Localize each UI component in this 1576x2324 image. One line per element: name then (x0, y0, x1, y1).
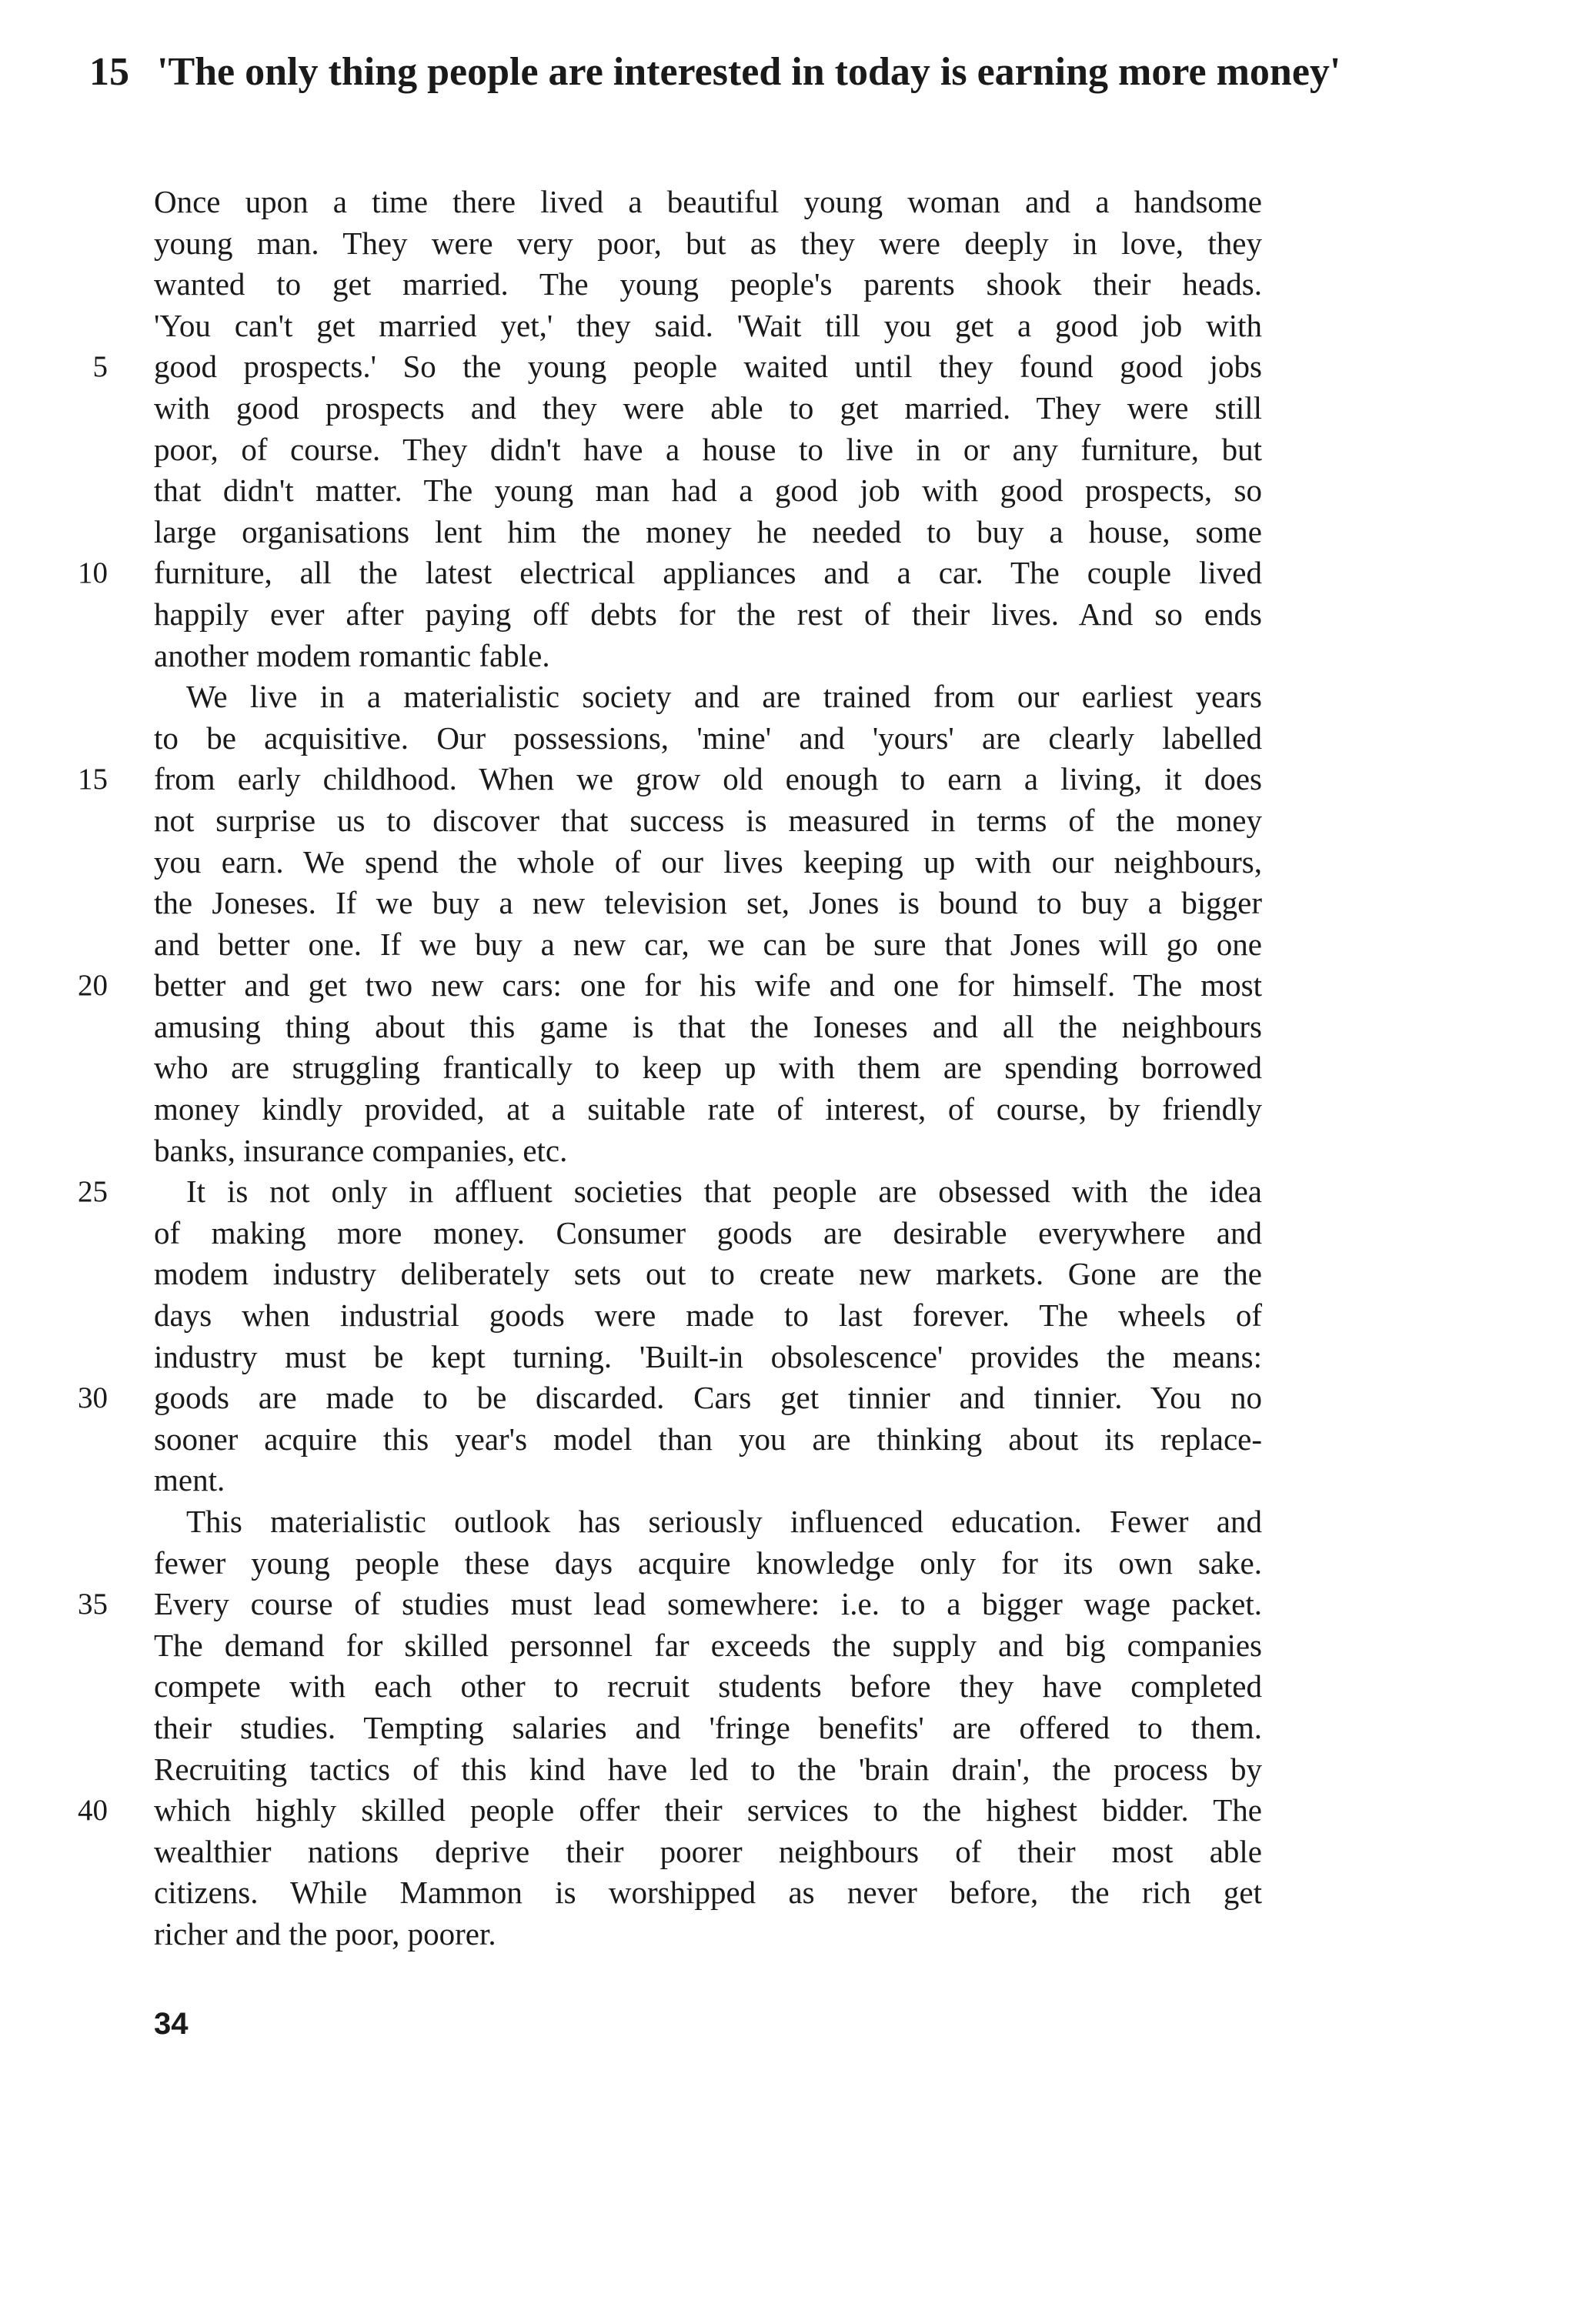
page-number: 34 (154, 2007, 189, 2041)
line-text: and better one. If we buy a new car, we can be sure that Jones will go one (154, 926, 1262, 962)
line-text: large organisations lent him the money he needed to buy a house, some (154, 513, 1262, 549)
line-text: which highly skilled people offer their services to the highest bidder. The (154, 1792, 1262, 1828)
text-line (0, 1171, 1576, 1213)
line-text: This materialistic outlook has seriously influenced education. Fewer and (186, 1504, 1262, 1539)
line-text: modem industry deliberately sets out to create new markets. Gone are the (154, 1256, 1262, 1292)
text-line (0, 1419, 1576, 1461)
line-text: that didn't matter. The young man had a good job with good prospects, so (154, 472, 1262, 509)
text-line (0, 1625, 1576, 1667)
text-line (0, 636, 1576, 677)
line-text: money kindly provided, at a suitable rate of interest, of course, by friendly (154, 1091, 1262, 1127)
line-text: wanted to get married. The young people's parents shook their heads. (154, 266, 1262, 302)
text-line (0, 1708, 1576, 1749)
line-text: not surprise us to discover that success is measured in terms of the money (154, 802, 1262, 838)
line-text: goods are made to be discarded. Cars get tinnier and tinnier. You no (154, 1380, 1262, 1416)
text-line (0, 1007, 1576, 1048)
line-text: compete with each other to recruit students before they have completed (154, 1668, 1262, 1705)
line-text: The demand for skilled personnel far exceeds the supply and big companies (154, 1627, 1262, 1663)
text-line (0, 800, 1576, 842)
text-line (0, 1089, 1576, 1130)
text-line (0, 1295, 1576, 1337)
line-text: 'You can't get married yet,' they said. 'Wait till you get a good job with (154, 307, 1262, 343)
line-text: Once upon a time there lived a beautiful young woman and a handsome (154, 184, 1262, 219)
line-text: ment. (154, 1462, 225, 1498)
line-text: another modem romantic fable. (154, 637, 550, 673)
line-number: 20 (78, 969, 108, 1003)
text-line (0, 1584, 1576, 1625)
line-number: 35 (78, 1588, 108, 1621)
line-text: banks, insurance companies, etc. (154, 1132, 568, 1168)
text-line (0, 883, 1576, 924)
line-text: amusing thing about this game is that the Ioneses and all the neighbours (154, 1008, 1262, 1044)
line-number: 25 (78, 1175, 108, 1209)
text-line (0, 1213, 1576, 1254)
line-text: richer and the poor, poorer. (154, 1915, 496, 1952)
line-text: citizens. While Mammon is worshipped as never before, the rich get (154, 1875, 1262, 1911)
line-number: 30 (78, 1381, 108, 1415)
text-line (0, 1831, 1576, 1873)
text-line (0, 842, 1576, 883)
text-line (0, 1337, 1576, 1378)
line-text: from early childhood. When we grow old enough to earn a living, it does (154, 761, 1262, 797)
text-line (0, 512, 1576, 553)
text-line (0, 759, 1576, 800)
text-line (0, 429, 1576, 471)
text-line (0, 182, 1576, 223)
text-line (0, 470, 1576, 512)
line-text: with good prospects and they were able to get married. They were still (154, 389, 1262, 426)
line-text: wealthier nations deprive their poorer neighbours of their most able (154, 1833, 1262, 1869)
line-number: 5 (92, 350, 108, 384)
line-number: 10 (78, 556, 108, 590)
text-line (0, 1460, 1576, 1501)
text-line (0, 1377, 1576, 1419)
line-text: Every course of studies must lead somewhere: i.e. to a bigger wage packet. (154, 1586, 1262, 1622)
text-line (0, 1666, 1576, 1708)
line-text: their studies. Tempting salaries and 'fringe benefits' are offered to them. (154, 1709, 1262, 1745)
line-text: to be acquisitive. Our possessions, 'mine' and 'yours' are clearly labelled (154, 720, 1262, 756)
line-text: you earn. We spend the whole of our lives keeping up with our neighbours, (154, 843, 1262, 880)
line-text: poor, of course. They didn't have a house to live in or any furniture, but (154, 431, 1262, 467)
passage-number: 15 (89, 50, 129, 94)
text-line (0, 1543, 1576, 1584)
passage-body (0, 182, 1576, 1955)
text-line (0, 388, 1576, 429)
text-line (0, 223, 1576, 265)
text-line (0, 346, 1576, 388)
line-text: of making more money. Consumer goods are desirable everywhere and (154, 1214, 1262, 1250)
line-text: sooner acquire this year's model than you are thinking about its replace- (154, 1421, 1262, 1457)
text-line (0, 1254, 1576, 1295)
text-line (0, 924, 1576, 966)
line-text: good prospects.' So the young people waited until they found good jobs (154, 349, 1262, 385)
text-line (0, 965, 1576, 1007)
text-line (0, 1749, 1576, 1791)
line-text: young man. They were very poor, but as they were deeply in love, they (154, 225, 1262, 261)
line-text: happily ever after paying off debts for the rest of their lives. And so ends (154, 596, 1262, 632)
line-text: It is not only in affluent societies that people are obsessed with the idea (186, 1174, 1262, 1210)
line-text: days when industrial goods were made to last forever. The wheels of (154, 1297, 1262, 1334)
line-text: furniture, all the latest electrical appliances and a car. The couple lived (154, 555, 1262, 591)
line-text: fewer young people these days acquire knowledge only for its own sake. (154, 1544, 1262, 1581)
line-number: 15 (78, 763, 108, 796)
line-text: Recruiting tactics of this kind have led to the 'brain drain', the process by (154, 1751, 1262, 1787)
line-text: the Joneses. If we buy a new television set, Jones is bound to buy a bigger (154, 885, 1262, 921)
passage-title: 'The only thing people are interested in today is earning more money' (157, 50, 1341, 94)
text-line (0, 1790, 1576, 1831)
text-line (0, 306, 1576, 347)
text-line (0, 718, 1576, 760)
text-line (0, 1872, 1576, 1914)
text-line (0, 264, 1576, 306)
line-text: who are struggling frantically to keep up with them are spending borrowed (154, 1050, 1262, 1086)
line-text: industry must be kept turning. 'Built-in obsolescence' provides the means: (154, 1338, 1262, 1374)
text-line (0, 1047, 1576, 1089)
text-line (0, 1501, 1576, 1543)
text-line (0, 676, 1576, 718)
text-line (0, 594, 1576, 636)
line-text: We live in a materialistic society and are trained from our earliest years (186, 679, 1262, 715)
text-line (0, 1914, 1576, 1955)
line-number: 40 (78, 1794, 108, 1828)
line-text: better and get two new cars: one for his wife and one for himself. The most (154, 967, 1262, 1003)
text-line (0, 1130, 1576, 1172)
text-line (0, 553, 1576, 594)
